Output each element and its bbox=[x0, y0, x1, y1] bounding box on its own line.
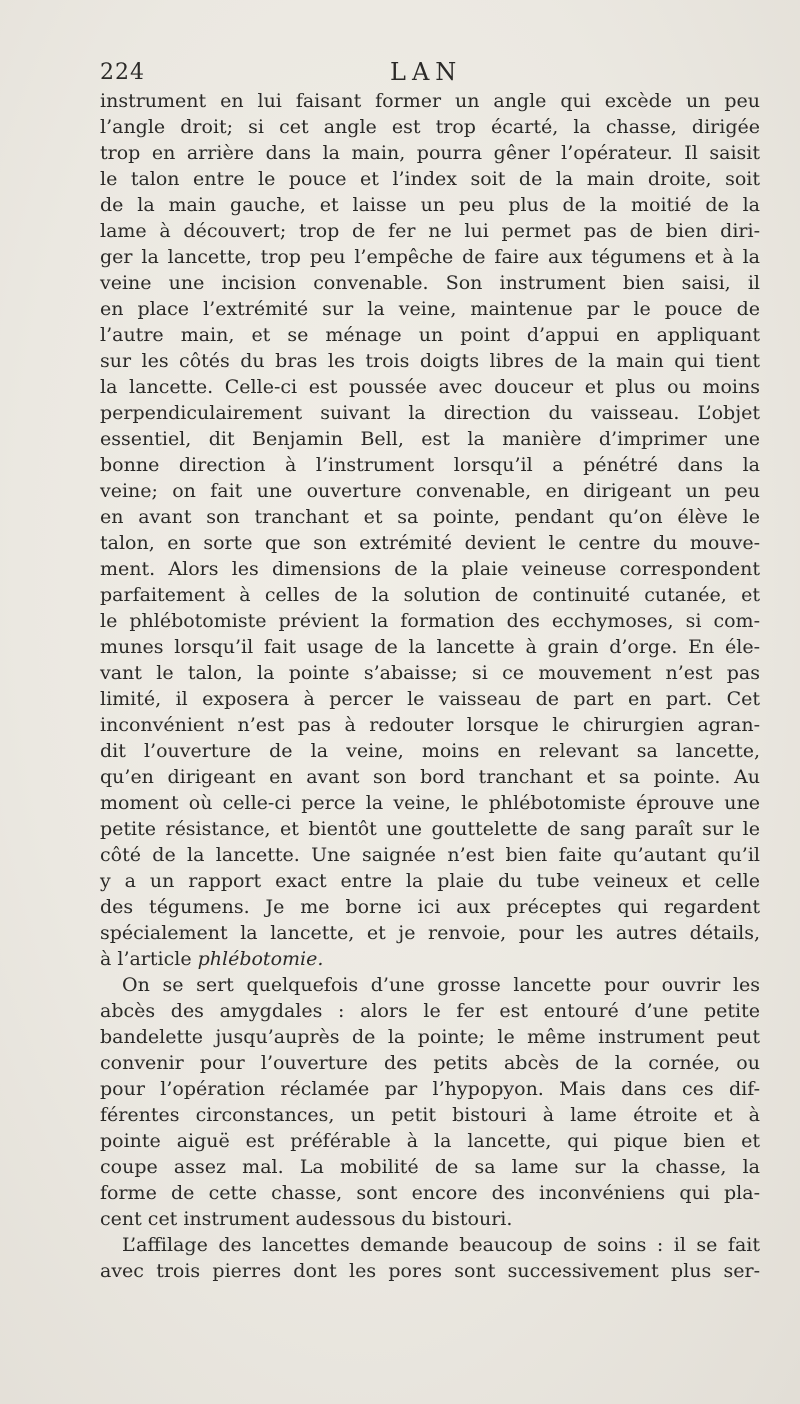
text-line: coupe assez mal. La mobilité de sa lame sur la chasse, la bbox=[100, 1156, 760, 1178]
text-line: bonne direction à l’instrument lorsqu’il a pénétré dans la bbox=[100, 454, 760, 476]
text-line: spécialement la lancette, et je renvoie, pour les autres détails, bbox=[100, 922, 760, 944]
text-line: instrument en lui faisant former un angle qui excède un peu bbox=[100, 90, 760, 112]
text-line: l’angle droit; si cet angle est trop écarté, la chasse, dirigée bbox=[100, 116, 760, 138]
text-line: avec trois pierres dont les pores sont successivement plus ser- bbox=[100, 1260, 760, 1282]
text-line: L’affilage des lancettes demande beaucoup de soins : il se fait bbox=[122, 1234, 760, 1256]
text-line: limité, il exposera à percer le vaisseau de part en part. Cet bbox=[100, 688, 760, 710]
text-line: moment où celle-ci perce la veine, le phlébotomiste éprouve une bbox=[100, 792, 760, 814]
text-line: munes lorsqu’il fait usage de la lancette à grain d’orge. En éle- bbox=[100, 636, 760, 658]
text-line: perpendiculairement suivant la direction du vaisseau. L’objet bbox=[100, 402, 760, 424]
text-line: côté de la lancette. Une saignée n’est bien faite qu’autant qu’il bbox=[100, 844, 760, 866]
paragraph-1 bbox=[100, 88, 760, 972]
text-line: On se sert quelquefois d’une grosse lancette pour ouvrir les bbox=[122, 974, 760, 996]
text-line: en avant son tranchant et sa pointe, pendant qu’on élève le bbox=[100, 506, 760, 528]
text-line: trop en arrière dans la main, pourra gêner l’opérateur. Il saisit bbox=[100, 142, 760, 164]
text-line: cent cet instrument audessous du bistouri. bbox=[100, 1208, 513, 1230]
paragraph-2 bbox=[100, 972, 760, 1232]
text-line: la lancette. Celle-ci est poussée avec douceur et plus ou moins bbox=[100, 376, 760, 398]
page-number: 224 bbox=[100, 60, 145, 85]
text-line: le phlébotomiste prévient la formation des ecchymoses, si com- bbox=[100, 610, 760, 632]
text-line: lame à découvert; trop de fer ne lui permet pas de bien diri- bbox=[100, 220, 760, 242]
text-line: en place l’extrémité sur la veine, maintenue par le pouce de bbox=[100, 298, 760, 320]
text-line: inconvénient n’est pas à redouter lorsque le chirurgien agran- bbox=[100, 714, 760, 736]
text-line: forme de cette chasse, sont encore des inconvéniens qui pla- bbox=[100, 1182, 760, 1204]
paragraph-3 bbox=[100, 1232, 760, 1284]
body-text bbox=[100, 88, 760, 1284]
text-line: pour l’opération réclamée par l’hypopyon. Mais dans ces dif- bbox=[100, 1078, 760, 1100]
text-line: essentiel, dit Benjamin Bell, est la manière d’imprimer une bbox=[100, 428, 760, 450]
text-line: bandelette jusqu’auprès de la pointe; le même instrument peut bbox=[100, 1026, 760, 1048]
text-run: à l’article bbox=[100, 948, 198, 970]
text-line: vant le talon, la pointe s’abaisse; si ce mouvement n’est pas bbox=[100, 662, 760, 684]
text-line: de la main gauche, et laisse un peu plus de la moitié de la bbox=[100, 194, 760, 216]
text-line: des tégumens. Je me borne ici aux préceptes qui regardent bbox=[100, 896, 760, 918]
text-line: parfaitement à celles de la solution de continuité cutanée, et bbox=[100, 584, 760, 606]
text-line: férentes circonstances, un petit bistouri à lame étroite et à bbox=[100, 1104, 760, 1126]
text-line: ment. Alors les dimensions de la plaie veineuse correspondent bbox=[100, 558, 760, 580]
text-line: talon, en sorte que son extrémité devient le centre du mouve- bbox=[100, 532, 760, 554]
text-line: y a un rapport exact entre la plaie du tube veineux et celle bbox=[100, 870, 760, 892]
text-line: l’autre main, et se ménage un point d’appui en appliquant bbox=[100, 324, 760, 346]
text-line: veine; on fait une ouverture convenable, en dirigeant un peu bbox=[100, 480, 760, 502]
running-head: LAN bbox=[390, 58, 463, 86]
text-line: dit l’ouverture de la veine, moins en relevant sa lancette, bbox=[100, 740, 760, 762]
text-line: sur les côtés du bras les trois doigts libres de la main qui tient bbox=[100, 350, 760, 372]
text-line: petite résistance, et bientôt une gouttelette de sang paraît sur le bbox=[100, 818, 760, 840]
text-line: qu’en dirigeant en avant son bord tranchant et sa pointe. Au bbox=[100, 766, 760, 788]
italic-cross-reference: phlébotomie. bbox=[197, 948, 324, 970]
text-line-last bbox=[100, 946, 760, 972]
text-line: abcès des amygdales : alors le fer est entouré d’une petite bbox=[100, 1000, 760, 1022]
text-line: pointe aiguë est préférable à la lancette, qui pique bien et bbox=[100, 1130, 760, 1152]
text-line: veine une incision convenable. Son instrument bien saisi, il bbox=[100, 272, 760, 294]
text-line: ger la lancette, trop peu l’empêche de faire aux tégumens et à la bbox=[100, 246, 760, 268]
text-line: le talon entre le pouce et l’index soit de la main droite, soit bbox=[100, 168, 760, 190]
page-header bbox=[100, 58, 760, 88]
text-line: convenir pour l’ouverture des petits abcès de la cornée, ou bbox=[100, 1052, 760, 1074]
